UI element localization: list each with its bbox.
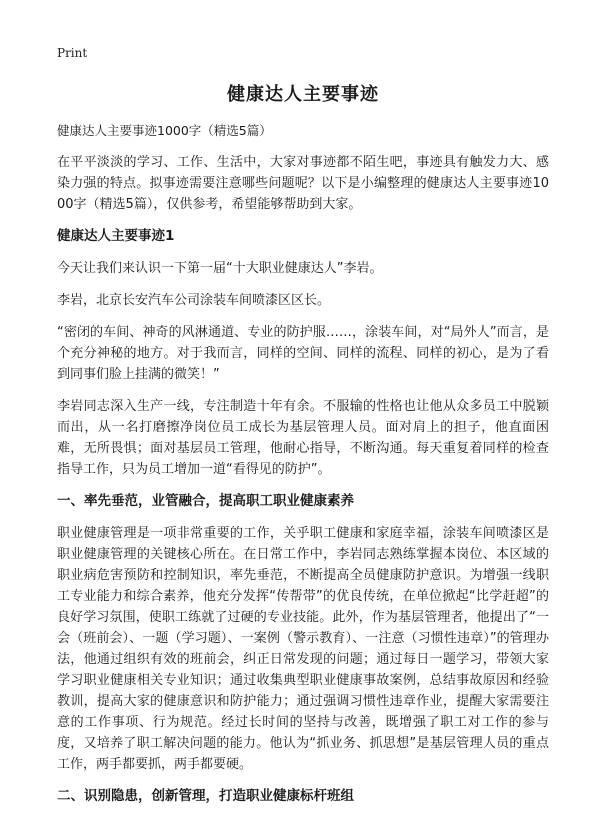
subsection-b-heading: 二、识别隐患，创新管理，打造职业健康标杆班组	[57, 788, 354, 804]
document-subtitle: 健康达人主要事迹1000字（精选5篇）	[57, 123, 272, 138]
paragraph-2: 李岩，北京长安汽车公司涂装车间喷漆区区长。	[57, 293, 331, 308]
intro-paragraph: 在平平淡淡的学习、工作、生活中，大家对事迹都不陌生吧，事迹具有触发力大、感染力强的特点。拟事迹需要注意哪些问题呢？以下是小编整理的健康达人主要事迹1000字（精选5篇），仅供参考，希望能够帮助到大家。	[57, 155, 549, 212]
section-1-heading: 健康达人主要事迹1	[57, 228, 175, 244]
paragraph-5: 职业健康管理是一项非常重要的工作，关乎职工健康和家庭幸福，涂装车间喷漆区是职业健康管理的关键核心所在。在日常工作中，李岩同志熟练掌握本岗位、本区域的职业病危害预防和控制知识，率先垂范，不断提高全员健康防护意识。为增强一线职工专业能力和综合素养，他充分发挥“传帮带”的优良传统，在单位掀起“比学赶超”的良好学习氛围，使职工练就了过硬的专业技能。此外，作为基层管理者，他提出了“一会（班前会）、一题（学习题）、一案例（警示教育）、一注意（习惯性违章）”的管理办法，他通过组织有效的班前会，纠正日常发现的问题；通过每日一题学习，带领大家学习职业健康相关专业知识；通过收集典型职业健康事故案例，总结事故原因和经验教训，提高大家的健康意识和防护能力；通过强调习惯性违章作业，提醒大家需要注意的工作事项、行为规范。经过长时间的坚持与改善，既增强了职工对工作的参与度，又培养了职工解决问题的能力。他认为“抓业务、抓思想”是基层管理人员的重点工作，两手都要抓，两手都要硬。	[57, 526, 549, 772]
paragraph-1: 今天让我们来认识一下第一届“十大职业健康达人”李岩。	[57, 261, 383, 276]
document-body	[57, 152, 549, 818]
paragraph-4: 李岩同志深入生产一线，专注制造十年有余。不服输的性格也让他从众多员工中脱颖而出，从一名打磨擦净岗位员工成长为基层管理人员。面对肩上的担子，他直面困难，无所畏惧；面对基层员工管理，他耐心指导，不断沟通。每天重复着同样的检查指导工作，只为员工增加一道“看得见的防护”。	[57, 399, 549, 477]
page-title: 健康达人主要事迹	[227, 84, 379, 105]
paragraph-3: “密闭的车间、神奇的风淋通道、专业的防护服……，涂装车间，对“局外人”而言，是个充分神秘的地方。对于我而言，同样的空间、同样的流程、同样的初心，是为了看到同事们脸上挂满的微笑！”	[57, 325, 549, 382]
subsection-a-heading: 一、率先垂范，业管融合，提高职工职业健康素养	[57, 493, 354, 509]
print-link[interactable]: Print	[57, 46, 88, 60]
